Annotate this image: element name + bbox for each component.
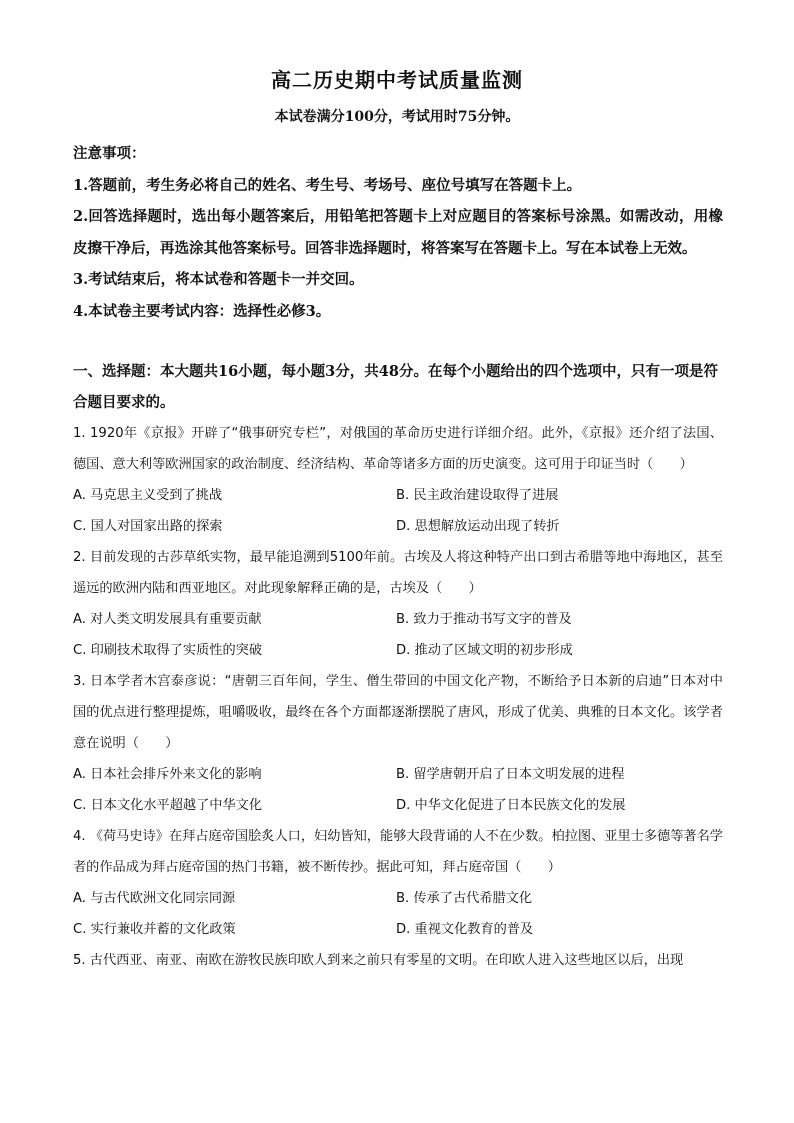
question-stem: 1. 1920年《京报》开辟了“俄事研究专栏”，对俄国的革命历史进行详细介绍。此外，《京报》还介绍了法国、德国、意大利等欧洲国家的政治制度、经济结构、革命等诸多方面的历史演变。这可用于印证当时（ ） — [73, 426, 723, 472]
question — [73, 542, 723, 666]
note-item: 2.回答选择题时，选出每小题答案后，用铅笔把答题卡上对应题目的答案标号涂黑。如需改动，用橡皮擦干净后，再选涂其他答案标号。回答非选择题时，将答案写在答题卡上。写在本试卷上无效。 — [73, 208, 723, 257]
option-a: A. 对人类文明发展具有重要贡献 — [73, 612, 262, 627]
question — [73, 418, 723, 542]
option-c: C. 印刷技术取得了实质性的突破 — [73, 643, 263, 658]
notes-heading: 注意事项： — [73, 145, 146, 162]
question — [73, 945, 723, 976]
option-b: B. 传承了古代希腊文化 — [396, 891, 533, 906]
section-heading: 一、选择题：本大题共16小题，每小题3分，共48分。在每个小题给出的四个选项中，只有一项是符合题目要求的。 — [73, 363, 718, 411]
option-c: C. 国人对国家出路的探索 — [73, 519, 223, 534]
question-stem: 4. 《荷马史诗》在拜占庭帝国脍炙人口，妇幼皆知，能够大段背诵的人不在少数。柏拉图、亚里士多德等著名学者的作品成为拜占庭帝国的热门书籍，被不断传抄。据此可知，拜占庭帝国（ ） — [73, 829, 723, 875]
option-grid — [73, 883, 723, 945]
notes-block — [73, 138, 723, 327]
question-stem: 5. 古代西亚、南亚、南欧在游牧民族印欧人到来之前只有零星的文明。在印欧人进入这些地区以后，出现 — [73, 953, 684, 968]
option-b: B. 致力于推动书写文字的普及 — [396, 612, 572, 627]
question — [73, 821, 723, 945]
question-stem: 2. 目前发现的古莎草纸实物，最早能追溯到5100年前。古埃及人将这种特产出口到古希腊等地中海地区，甚至遥远的欧洲内陆和西亚地区。对此现象解释正确的是，古埃及（ ） — [73, 550, 723, 596]
option-a: A. 日本社会排斥外来文化的影响 — [73, 767, 262, 782]
note-item: 4.本试卷主要考试内容：选择性必修3。 — [73, 302, 331, 320]
question-list — [73, 418, 723, 976]
option-d: D. 推动了区域文明的初步形成 — [396, 643, 573, 658]
option-grid — [73, 759, 723, 821]
option-c: C. 日本文化水平超越了中华文化 — [73, 798, 263, 813]
question-stem: 3. 日本学者木宫泰彦说：“唐朝三百年间，学生、僧生带回的中国文化产物，不断给予日本新的启迪”日本对中国的优点进行整理提炼，咀嚼吸收，最终在各个方面都逐渐摆脱了唐风，形成了优美、典雅的日本文化。该学者意在说明（ ） — [73, 674, 723, 751]
note-item: 3.考试结束后，将本试卷和答题卡一并交回。 — [73, 271, 364, 288]
option-d: D. 思想解放运动出现了转折 — [396, 519, 560, 534]
option-d: D. 重视文化教育的普及 — [396, 922, 534, 937]
option-d: D. 中华文化促进了日本民族文化的发展 — [396, 798, 626, 813]
option-b: B. 民主政治建设取得了进展 — [396, 488, 559, 503]
option-b: B. 留学唐朝开启了日本文明发展的进程 — [396, 767, 625, 782]
option-grid — [73, 480, 723, 542]
page-title: 高二历史期中考试质量监测 — [271, 68, 523, 92]
option-grid — [73, 604, 723, 666]
option-a: A. 马克思主义受到了挑战 — [73, 488, 223, 503]
exam-info: 本试卷满分100分，考试用时75分钟。 — [274, 109, 520, 125]
question — [73, 666, 723, 821]
option-c: C. 实行兼收并蓄的文化政策 — [73, 922, 236, 937]
option-a: A. 与古代欧洲文化同宗同源 — [73, 891, 236, 906]
note-item: 1.答题前，考生务必将自己的姓名、考生号、考场号、座位号填写在答题卡上。 — [73, 176, 582, 194]
